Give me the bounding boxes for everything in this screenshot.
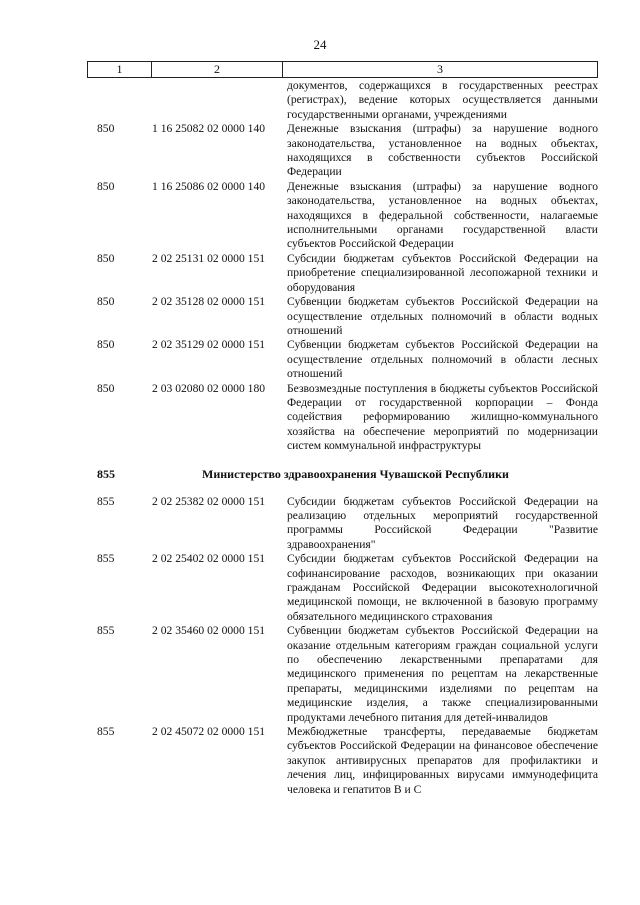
- table-row: [87, 725, 598, 797]
- row-description: Субвенции бюджетам субъектов Российской Федерации на осуществление отдельных полномочий в области водных отношений: [287, 295, 598, 337]
- row-description: Субвенции бюджетам субъектов Российской Федерации на осуществление отдельных полномочий в области лесных отношений: [287, 338, 598, 381]
- budget-code: 1 16 25082 02 0000 140: [152, 122, 266, 136]
- section-title: Министерство здравоохранения Чувашской Республики: [202, 466, 509, 481]
- table-row: [87, 180, 598, 252]
- org-code: 850: [97, 122, 115, 136]
- org-code: 855: [97, 725, 115, 739]
- budget-code: 2 02 35460 02 0000 151: [152, 624, 266, 638]
- org-code: 855: [97, 552, 115, 566]
- org-code: 850: [97, 179, 115, 193]
- org-code: 850: [97, 381, 115, 395]
- budget-code: 2 02 35129 02 0000 151: [152, 338, 266, 352]
- table-row: [87, 338, 598, 381]
- table-header: [87, 61, 598, 78]
- row-description: Субсидии бюджетам субъектов Российской Федерации на приобретение специализированной лесопожарной техники и оборудования: [287, 251, 598, 294]
- table-row: [87, 624, 598, 725]
- row-description: Денежные взыскания (штрафы) за нарушение водного законодательства, установленное на водных объектах, находящихся в собственности субъектов Российской Федерации: [287, 122, 598, 179]
- continuation-row: [87, 79, 598, 122]
- org-code: 855: [97, 494, 115, 508]
- budget-code: 2 02 35128 02 0000 151: [152, 295, 266, 309]
- table-row: [87, 382, 598, 454]
- budget-code: 2 02 45072 02 0000 151: [152, 725, 266, 739]
- table-row: [87, 295, 598, 338]
- table-row: [87, 552, 598, 624]
- row-description: Субвенции бюджетам субъектов Российской Федерации на оказание отдельным категориям граждан социальной услуги по обеспечению лекарственными препаратами для медицинского применения по рецептам на лекарственные препараты, медицинскими изделиями по рецептам на медицинские изделия, а также специализированными продуктами лечебного питания для детей-инвалидов: [287, 624, 598, 724]
- budget-code: 2 02 25382 02 0000 151: [152, 494, 266, 508]
- budget-code: 1 16 25086 02 0000 140: [152, 179, 266, 193]
- table-body: [87, 79, 598, 797]
- row-description: Субсидии бюджетам субъектов Российской Федерации на реализацию отдельных мероприятий государственной программы Российской Федерации "Развитие здравоохранения": [287, 494, 598, 551]
- header-col-2: 2: [152, 62, 283, 77]
- table-row: [87, 122, 598, 180]
- table-row: [87, 252, 598, 295]
- budget-code: 2 03 02080 02 0000 180: [152, 381, 266, 395]
- table-row: [87, 495, 598, 553]
- row-description: Безвозмездные поступления в бюджеты субъектов Российской Федерации от государственной корпорации – Фонда содействия реформированию жилищно-коммунального хозяйства на обеспечение мероприятий по модернизации систем коммунальной инфраструктуры: [287, 381, 598, 453]
- header-col-3: 3: [437, 62, 443, 76]
- org-code: 850: [97, 338, 115, 352]
- budget-code: 2 02 25402 02 0000 151: [152, 552, 266, 566]
- budget-code: 2 02 25131 02 0000 151: [152, 251, 266, 265]
- page-number: 24: [313, 37, 327, 52]
- org-code: 855: [97, 624, 115, 638]
- header-col-1: 1: [88, 62, 152, 77]
- section-heading: [87, 467, 598, 482]
- row-description: Межбюджетные трансферты, передаваемые бюджетам субъектов Российской Федерации на финансовое обеспечение закупок антивирусных препаратов для профилактики и лечения лиц, инфицированных вирусами иммунодефицита человека и гепатитов В и С: [287, 725, 598, 796]
- section-org-code: 855: [97, 466, 115, 481]
- org-code: 850: [97, 295, 115, 309]
- org-code: 850: [97, 251, 115, 265]
- row-description: Денежные взыскания (штрафы) за нарушение водного законодательства, установленное на водных объектах, находящихся в федеральной собственности, налагаемые исполнительными органами государственной власти субъектов Российской Федерации: [287, 179, 598, 251]
- continuation-text: документов, содержащихся в государственных реестрах (регистрах), ведение которых осуществляется данными государственными органами, учреждениями: [287, 79, 598, 121]
- row-description: Субсидии бюджетам субъектов Российской Федерации на софинансирование расходов, возникающих при оказании гражданам Российской Федерации высокотехнологичной медицинской помощи, не включенной в базовую программу обязательного медицинского страхования: [287, 552, 598, 623]
